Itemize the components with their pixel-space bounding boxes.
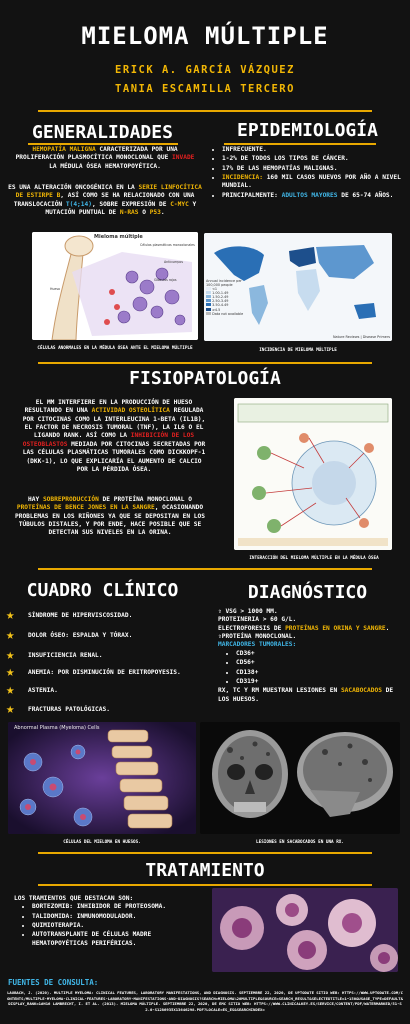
diagnostico-line: ⇧ VSG > 1000 MM. [218, 608, 278, 615]
myeloma-cells-spine-image [8, 722, 196, 834]
marker-item: • CD319+ [236, 678, 404, 686]
epidemiologia-title: EPIDEMIOLOGÍA [237, 120, 378, 141]
epidemiologia-caption: INCIDENCIA DE MIELOMA MÚLTIPLE [259, 348, 337, 353]
tratamiento-item: • BORTEZOMIB: INHIBIDOR DE PROTEOSOMA. [32, 903, 209, 911]
list-item: • 17% DE LAS HEMOPATÍAS MALIGNAS. [222, 165, 402, 173]
cuadro-item: SÍNDROME DE HIPERVISCOSIDAD. [28, 612, 133, 619]
star-icon: ★ [6, 682, 15, 698]
epidemiologia-underline [224, 143, 376, 145]
treatment-cells-image [212, 888, 398, 972]
list-item: • INFRECUENTE. [222, 146, 402, 154]
diagnostico-line: ⇧PROTEÍNA MONOCLONAL. [218, 633, 297, 641]
fisiopatologia-divider [38, 362, 372, 364]
cuadro-caption: CÉLULAS DEL MIELOMA EN HUESOS. [63, 840, 141, 845]
bone-marrow-illustration [32, 232, 198, 340]
generalidades-underline [28, 143, 178, 145]
star-icon: ★ [6, 701, 15, 717]
generalidades-paragraph-2: ES UNA ALTERACIÓN ONCOGÉNICA EN LA SERIE LINFOCÍTICA DE ESTIRPE B, ASÍ COMO SE HA RELACIONADO CON UNA TRANSLOCACIÓN T(4;14), SOBRE EXPRESIÓN DE C-MYC Y MUTACIÓN PUNTUAL DE N-RAS O P53. [8, 184, 202, 217]
diagnostico-caption: LESIONES EN SACABOCADOS EN UNA RX. [256, 840, 344, 845]
map-legend-title: Annual incidence per 100,000 people [206, 279, 242, 288]
marker-item: • CD138+ [236, 669, 404, 677]
skull-xray-image [200, 722, 400, 834]
illustration-label-red-cells: Glóbulos rojos [154, 278, 177, 282]
cuadro-title: CUADRO CLÍNICO [26, 580, 179, 601]
generalidades-title: GENERALIDADES [32, 122, 173, 143]
tratamiento-divider [38, 852, 372, 854]
list-item: • 1-2% DE TODOS LOS TIPOS DE CÁNCER. [222, 155, 402, 163]
cuadro-item: ANEMIA: POR DISMINUCIÓN DE ERITROPOYESIS. [28, 669, 181, 676]
header-divider [38, 110, 372, 112]
cuadro-item: INSUFICIENCIA RENAL. [28, 652, 103, 659]
fisiopatologia-paragraph-2: HAY SOBREPRODUCCIÓN DE PROTEÍNA MONOCLONAL O PROTEÍNAS DE BENCE JONES EN LA SANGRE, OCASIONANDO PROBLEMAS EN LOS RIÑONES YA QUE SE DEPOSITAN EN LOS TÚBULOS DISTALES, Y POR ENDE, HACE POSIBLE QUE SE DETECTAN SUS NIVELES EN LA ORINA. [15, 496, 205, 537]
legend-entry: 1.50-2.49 [206, 295, 246, 299]
diagnostico-line: RX, TC Y RM MUESTRAN LESIONES EN SACABOCADOS DE LOS HUESOS. [218, 687, 394, 703]
legend-entry: 2.50-3.49 [206, 299, 246, 303]
star-icon: ★ [6, 664, 15, 680]
illustration-label-antibodies: Anticuerpos [164, 260, 184, 264]
legend-entry: <1 [206, 287, 246, 291]
fuentes-title: FUENTES DE CONSULTA: [8, 978, 99, 987]
legend-entry: 1.00-1.49 [206, 291, 246, 295]
tratamiento-intro: LOS TRAMIENTOS QUE DESTACAN SON: [14, 895, 134, 902]
illustration-label-plasma-cells: Células plasmáticas monoclonales [140, 243, 195, 247]
generalidades-caption: CÉLULAS ANORMALES EN LA MÉDULA ÓSEA ANTE EL MIELOMA MÚLTIPLE [37, 346, 193, 351]
fisiopatologia-paragraph-1: EL MM INTERFIERE EN LA PRODUCCIÓN DE HUESO RESULTANDO EN UNA ACTIVIDAD OSTEOLÍTICA REGULADA POR CITOCINAS COMO LA INTERLEUCINA 1-BETA (IL1B), EL FACTOR DE NECROSIS TUMORAL (TNF), LA IL6 O EL LIGANDO RANK. ASÍ COMO LA INHIBICIÓN DE LOS OSTEOBLASTOS MEDIADA POR CITOCINAS SECRETADAS POR LAS CÉLULAS PLASMÁTICAS TUMORALES COMO DICKKOPF-1 (DKK-1), LO QUE EXPLICARÍA EL AUMENTO DE CALCIO POR LA PÉRDIDA ÓSEA. [22, 399, 206, 473]
star-icon: ★ [6, 647, 15, 663]
page-title: MIELOMA MÚLTIPLE [81, 22, 329, 50]
diagnostico-text [218, 608, 404, 704]
fuentes-text: LAUBACH, J. (2020). MULTIPLE MYELOMA: CLINICAL FEATURES, LABORATORY MANIFESTATIONS, AND DIAGNOSIS. SEPTIEMBRE 22, 2020, DE UPTODATE SITIO WEB: HTTPS://WWW.UPTODATE.COM/CONTENTS/MULTIPLE-MYELOMA-CLINICAL-FEATURES-LABORATORY-MANIFESTATIONS-AND-DIAGNOSIS?SEARCH=MIELOMA%20MULTIPLE&SOURCE=SEARCH_RESULT&SELECTEDTITLE=1~150&USAGE_TYPE=DEFAULT&DISPLAY_RANK=1#H16 LAMBRECHT, I. ET AL. (2013). MIELOMA MÚLTIPLE. SEPTIEMBRE 22, 2020, DE EMC SITIO WEB: HTTPS://WWW.CLINICALKEY.ES/SERVICE/CONTENT/PDF/WATERMARKED/51-S2.0-S1286935X13646298.PDF?LOCALE=ES_ES&SEARCHINDEX= [7, 990, 403, 1012]
list-item: • PRINCIPALMENTE: ADULTOS MAYORES DE 65-74 AÑOS. [222, 192, 402, 200]
map-source: Nature Reviews | Disease Primers [332, 335, 390, 339]
marker-item: • CD56+ [236, 659, 404, 667]
legend-entry: 3.50-4.49 [206, 303, 246, 307]
author-1: ERICK A. GARCÍA VÁZQUEZ [115, 64, 295, 76]
marker-item: • CD36+ [236, 650, 404, 658]
cuadro-item: FRACTURAS PATOLÓGICAS. [28, 706, 110, 713]
epidemiologia-list [212, 146, 402, 201]
markers-title: MARCADORES TUMORALES: [218, 641, 297, 649]
illustration-label-bone: Hueso [50, 287, 60, 291]
cuadro-divider [38, 568, 372, 570]
diagnostico-line: PROTEINERIA > 60 G/L. [218, 616, 297, 624]
tratamiento-item: • AUTOTRANSPLANTE DE CÉLULAS MADRE HEMATOPOYÉTICAS PERIFÉRICAS. [32, 931, 209, 948]
spine-image-label: Abnormal Plasma (Myeloma) Cells [14, 725, 100, 731]
bone-marrow-interaction-diagram [234, 398, 392, 550]
cuadro-item: DOLOR ÓSEO: ESPALDA Y TÓRAX. [28, 632, 133, 639]
map-legend [206, 279, 246, 316]
world-incidence-map [204, 233, 392, 341]
tratamiento-underline [38, 884, 372, 886]
list-item: • INCIDENCIA: 160 MIL CASOS NUEVOS POR AÑO A NIVEL MUNDIAL. [222, 174, 402, 191]
fisiopatologia-title: FISIOPATOLOGÍA [129, 368, 281, 389]
cuadro-item: ASTENIA. [28, 687, 58, 694]
fisiopatologia-caption: INTERACCIÓN DEL MIELOMA MÚLTIPLE EN LA MÉDULA ÓSEA [249, 556, 379, 561]
diagnostico-title: DIAGNÓSTICO [247, 582, 368, 603]
author-2: TANIA ESCAMILLA TERCERO [115, 83, 295, 95]
legend-entry: ≥4.5 [206, 308, 246, 312]
star-icon: ★ [6, 627, 15, 643]
bone-marrow-illustration-title: Mieloma múltiple [94, 234, 143, 240]
generalidades-paragraph-1: HEMOPATÍA MALIGNA CARACTERIZADA POR UNA PROLIFERACIÓN PLASMOCÍTICA MONOCLONAL QUE INVADE LA MÉDULA ÓSEA HEMATOPOYÉTICA. [15, 146, 195, 170]
tratamiento-title: TRATAMIENTO [145, 860, 265, 881]
legend-entry: Data not available [206, 312, 246, 316]
tratamiento-item: • QUIMIOTERAPIA. [32, 922, 209, 930]
star-icon: ★ [6, 607, 15, 623]
diagnostico-line: ELECTROFORESIS DE PROTEÍNAS EN ORINA Y SANGRE. [218, 624, 390, 632]
tratamiento-text [14, 895, 209, 949]
tratamiento-item: • TALIDOMIDA: INMUNOMODULADOR. [32, 913, 209, 921]
